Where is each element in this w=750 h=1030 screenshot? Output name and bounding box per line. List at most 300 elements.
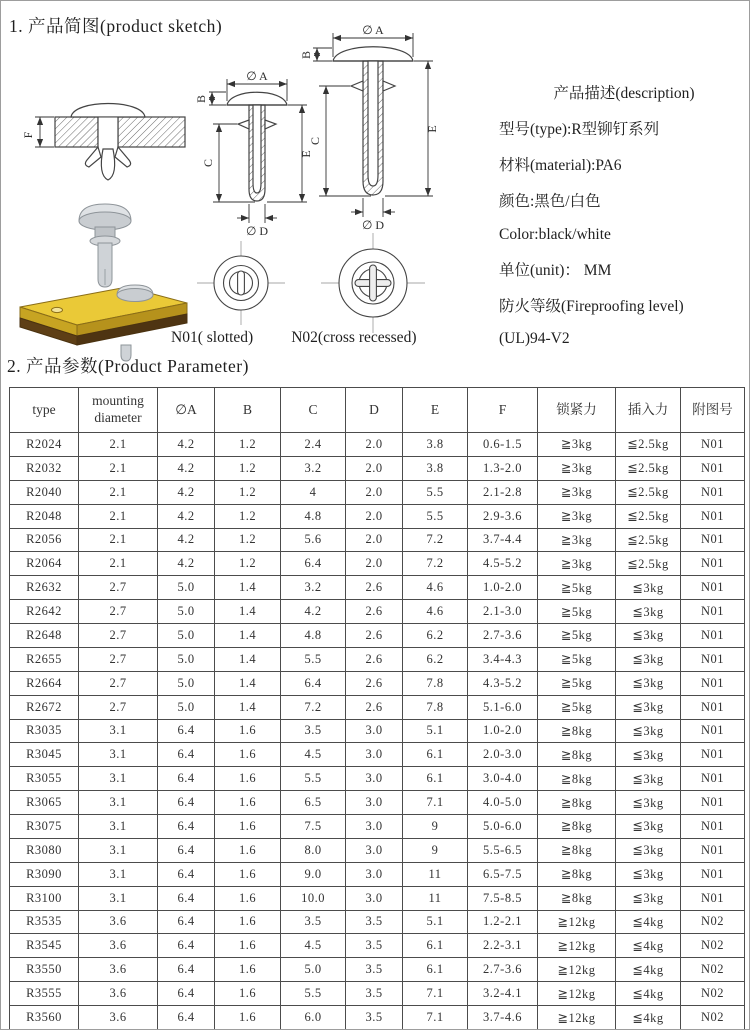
table-cell: 1.0-2.0 (468, 576, 538, 600)
table-cell: 3.6 (79, 982, 158, 1006)
table-cell: 3.0 (346, 767, 403, 791)
table-cell: 1.6 (215, 743, 281, 767)
table-cell: 1.2 (215, 456, 281, 480)
table-cell: 4.2 (158, 480, 215, 504)
table-cell: R3535 (10, 910, 79, 934)
dim-label-e: E (299, 150, 313, 158)
cross-section-drawing (23, 83, 198, 208)
dim-label-b: B (299, 50, 313, 60)
table-cell: 4.5 (281, 743, 346, 767)
table-cell: 1.2 (215, 504, 281, 528)
table-cell: ≧8kg (538, 886, 616, 910)
table-cell: N01 (681, 576, 745, 600)
table-cell: N02 (681, 1006, 745, 1030)
table-cell: 3.0 (346, 791, 403, 815)
column-header-b: B (215, 388, 281, 433)
table-cell: 2.1 (79, 433, 158, 457)
table-cell: R3100 (10, 886, 79, 910)
table-cell: 2.6 (346, 695, 403, 719)
table-row (10, 719, 745, 743)
table-cell: N01 (681, 695, 745, 719)
table-cell: 3.1 (79, 815, 158, 839)
table-cell: 1.6 (215, 791, 281, 815)
n02-top-view-drawing (319, 231, 427, 335)
column-header-type: type (10, 388, 79, 433)
table-row (10, 767, 745, 791)
table-cell: R2024 (10, 433, 79, 457)
table-cell: 6.4 (158, 743, 215, 767)
table-cell: 5.0 (158, 695, 215, 719)
table-cell: N01 (681, 838, 745, 862)
table-cell: 6.4 (158, 791, 215, 815)
table-cell: ≧8kg (538, 815, 616, 839)
table-cell: 4.2 (158, 552, 215, 576)
table-cell: 2.0 (346, 504, 403, 528)
table-cell: 3.1 (79, 719, 158, 743)
table-cell: ≦3kg (616, 719, 681, 743)
table-cell: 2.1 (79, 480, 158, 504)
table-cell: N01 (681, 552, 745, 576)
table-cell: N01 (681, 456, 745, 480)
table-cell: N02 (681, 982, 745, 1006)
table-cell: 7.2 (403, 528, 468, 552)
table-cell: 1.6 (215, 1006, 281, 1030)
table-cell: N01 (681, 504, 745, 528)
table-cell: 4.6 (403, 576, 468, 600)
table-cell: ≧12kg (538, 910, 616, 934)
table-cell: 3.5 (346, 982, 403, 1006)
column-header-c: C (281, 388, 346, 433)
section2-title: 2. 产品参数(Product Parameter) (7, 356, 249, 376)
table-cell: 3.0 (346, 743, 403, 767)
n02-side-view-drawing (301, 25, 453, 233)
table-cell: 7.5 (281, 815, 346, 839)
table-row (10, 600, 745, 624)
n01-top-view-drawing (195, 239, 287, 327)
table-row (10, 671, 745, 695)
table-cell: 2.0 (346, 433, 403, 457)
table-cell: 10.0 (281, 886, 346, 910)
table-cell: ≧8kg (538, 767, 616, 791)
table-cell: N01 (681, 528, 745, 552)
table-cell: ≧12kg (538, 1006, 616, 1030)
table-cell: ≧8kg (538, 838, 616, 862)
table-cell: R3065 (10, 791, 79, 815)
table-row (10, 695, 745, 719)
table-cell: R3555 (10, 982, 79, 1006)
column-header-figure-no: 附图号 (681, 388, 745, 433)
table-cell: 6.2 (403, 624, 468, 648)
table-cell: 3.5 (346, 934, 403, 958)
table-cell: 2.7 (79, 647, 158, 671)
table-row (10, 528, 745, 552)
table-cell: ≦3kg (616, 647, 681, 671)
parameter-table (9, 387, 745, 1030)
table-cell: R2032 (10, 456, 79, 480)
table-cell: ≧5kg (538, 647, 616, 671)
table-cell: 2.7-3.6 (468, 958, 538, 982)
table-cell: ≧3kg (538, 552, 616, 576)
table-cell: N01 (681, 433, 745, 457)
table-cell: ≧12kg (538, 958, 616, 982)
table-cell: R2040 (10, 480, 79, 504)
table-row (10, 958, 745, 982)
column-header-e: E (403, 388, 468, 433)
table-cell: N01 (681, 862, 745, 886)
description-line: 单位(unit)： MM (499, 261, 612, 279)
table-cell: 4.5 (281, 934, 346, 958)
table-cell: 3.2-4.1 (468, 982, 538, 1006)
table-cell: 7.8 (403, 671, 468, 695)
table-cell: 4.2 (158, 456, 215, 480)
column-header-dia-a: ∅A (158, 388, 215, 433)
column-header-d: D (346, 388, 403, 433)
table-cell: ≧5kg (538, 624, 616, 648)
table-cell: 5.5 (281, 647, 346, 671)
table-row (10, 934, 745, 958)
table-cell: ≧3kg (538, 456, 616, 480)
table-cell: 1.6 (215, 815, 281, 839)
table-cell: N02 (681, 958, 745, 982)
table-cell: ≦2.5kg (616, 433, 681, 457)
table-cell: 1.6 (215, 934, 281, 958)
table-cell: 6.4 (281, 671, 346, 695)
table-cell: ≦4kg (616, 934, 681, 958)
table-cell: 3.6 (79, 958, 158, 982)
table-cell: 5.5 (281, 982, 346, 1006)
table-cell: 3.1 (79, 767, 158, 791)
table-cell: 1.2-2.1 (468, 910, 538, 934)
table-cell: 1.2 (215, 552, 281, 576)
table-cell: ≧5kg (538, 671, 616, 695)
table-cell: R2655 (10, 647, 79, 671)
table-cell: 4.2 (158, 433, 215, 457)
description-title: 产品描述(description) (553, 85, 695, 102)
table-cell: 5.5 (281, 767, 346, 791)
table-row (10, 433, 745, 457)
table-cell: N01 (681, 600, 745, 624)
table-cell: 6.4 (158, 862, 215, 886)
table-cell: 6.4 (158, 958, 215, 982)
table-row (10, 815, 745, 839)
table-cell: ≧3kg (538, 480, 616, 504)
table-cell: 6.4 (158, 719, 215, 743)
table-cell: ≦3kg (616, 743, 681, 767)
table-cell: 7.1 (403, 1006, 468, 1030)
table-row (10, 862, 745, 886)
table-cell: 7.5-8.5 (468, 886, 538, 910)
column-header-f: F (468, 388, 538, 433)
table-cell: 1.6 (215, 886, 281, 910)
table-cell: 4.2 (281, 600, 346, 624)
table-cell: 4.6 (403, 600, 468, 624)
table-cell: ≧5kg (538, 600, 616, 624)
table-cell: 1.6 (215, 982, 281, 1006)
table-cell: R2664 (10, 671, 79, 695)
table-cell: ≦3kg (616, 695, 681, 719)
table-cell: R3035 (10, 719, 79, 743)
table-cell: R3045 (10, 743, 79, 767)
table-cell: 5.1 (403, 910, 468, 934)
description-line: Color:black/white (499, 225, 611, 243)
table-cell: ≦4kg (616, 982, 681, 1006)
table-cell: ≧8kg (538, 719, 616, 743)
table-cell: 4.8 (281, 624, 346, 648)
table-cell: R2672 (10, 695, 79, 719)
rivet-3d-render (5, 199, 197, 355)
table-cell: ≦3kg (616, 886, 681, 910)
table-cell: ≧5kg (538, 576, 616, 600)
table-cell: R3545 (10, 934, 79, 958)
table-cell: 1.4 (215, 624, 281, 648)
table-cell: 5.0 (158, 600, 215, 624)
table-cell: ≦3kg (616, 838, 681, 862)
table-cell: 5.0 (158, 576, 215, 600)
table-cell: 9 (403, 838, 468, 862)
table-cell: 11 (403, 886, 468, 910)
table-cell: 2.7 (79, 600, 158, 624)
table-cell: 6.1 (403, 934, 468, 958)
table-cell: N01 (681, 743, 745, 767)
table-cell: ≦4kg (616, 1006, 681, 1030)
table-cell: 1.2 (215, 528, 281, 552)
table-cell: 4 (281, 480, 346, 504)
table-cell: 2.9-3.6 (468, 504, 538, 528)
description-line: 防火等级(Fireproofing level) (499, 297, 684, 315)
description-line: 颜色:黑色/白色 (499, 193, 601, 211)
table-cell: 1.3-2.0 (468, 456, 538, 480)
n02-caption: N02(cross recessed) (291, 329, 417, 346)
table-cell: 2.7 (79, 624, 158, 648)
table-cell: N01 (681, 480, 745, 504)
table-cell: 8.0 (281, 838, 346, 862)
table-cell: 5.0 (281, 958, 346, 982)
table-cell: 6.4 (281, 552, 346, 576)
table-cell: R2642 (10, 600, 79, 624)
table-cell: N02 (681, 910, 745, 934)
table-row (10, 624, 745, 648)
table-cell: 2.0 (346, 552, 403, 576)
table-cell: 6.1 (403, 958, 468, 982)
table-cell: 2.7 (79, 671, 158, 695)
dim-label-dia-a: ∅ A (362, 23, 384, 37)
table-cell: ≧3kg (538, 433, 616, 457)
table-cell: 2.0 (346, 480, 403, 504)
table-cell: 3.2 (281, 456, 346, 480)
table-cell: 5.0 (158, 647, 215, 671)
table-cell: 2.0 (346, 456, 403, 480)
table-cell: 11 (403, 862, 468, 886)
table-cell: 3.0 (346, 838, 403, 862)
table-cell: R2648 (10, 624, 79, 648)
table-cell: 3.6 (79, 1006, 158, 1030)
table-cell: 2.1 (79, 504, 158, 528)
column-header-mounting-diameter: mounting diameter (79, 388, 158, 433)
table-cell: 5.5 (403, 504, 468, 528)
table-cell: 4.2 (158, 528, 215, 552)
table-cell: 9 (403, 815, 468, 839)
table-cell: 7.2 (281, 695, 346, 719)
table-cell: ≧8kg (538, 743, 616, 767)
table-cell: R2632 (10, 576, 79, 600)
table-cell: ≦3kg (616, 815, 681, 839)
table-cell: N01 (681, 767, 745, 791)
table-cell: 5.1 (403, 719, 468, 743)
table-cell: N01 (681, 719, 745, 743)
table-cell: 1.4 (215, 695, 281, 719)
table-cell: N01 (681, 624, 745, 648)
table-cell: 1.6 (215, 767, 281, 791)
dim-label-c: C (308, 136, 322, 146)
table-row (10, 982, 745, 1006)
table-cell: ≧3kg (538, 528, 616, 552)
table-cell: 6.0 (281, 1006, 346, 1030)
table-cell: ≦2.5kg (616, 504, 681, 528)
table-cell: 2.0-3.0 (468, 743, 538, 767)
table-cell: 2.1-3.0 (468, 600, 538, 624)
table-cell: 5.1-6.0 (468, 695, 538, 719)
table-cell: 3.7-4.4 (468, 528, 538, 552)
table-cell: ≦2.5kg (616, 552, 681, 576)
table-cell: 2.4 (281, 433, 346, 457)
table-cell: 6.2 (403, 647, 468, 671)
table-cell: 2.7 (79, 695, 158, 719)
table-cell: ≦3kg (616, 767, 681, 791)
table-cell: 7.1 (403, 791, 468, 815)
table-cell: 2.6 (346, 576, 403, 600)
table-cell: 2.1 (79, 528, 158, 552)
table-cell: 3.0 (346, 719, 403, 743)
table-cell: ≦2.5kg (616, 528, 681, 552)
table-cell: 2.7 (79, 576, 158, 600)
table-cell: ≦3kg (616, 624, 681, 648)
table-cell: ≧3kg (538, 504, 616, 528)
table-cell: 1.6 (215, 838, 281, 862)
table-cell: N02 (681, 934, 745, 958)
table-cell: R3560 (10, 1006, 79, 1030)
table-cell: N01 (681, 647, 745, 671)
table-cell: 4.2 (158, 504, 215, 528)
table-cell: 0.6-1.5 (468, 433, 538, 457)
dim-label-dia-d: ∅ D (245, 224, 269, 238)
table-row (10, 791, 745, 815)
table-row (10, 647, 745, 671)
table-cell: 4.5-5.2 (468, 552, 538, 576)
table-cell: 1.2 (215, 480, 281, 504)
table-cell: 1.4 (215, 647, 281, 671)
table-cell: ≧8kg (538, 791, 616, 815)
table-cell: 5.5-6.5 (468, 838, 538, 862)
table-row (10, 552, 745, 576)
table-cell: 7.2 (403, 552, 468, 576)
table-cell: 5.0 (158, 624, 215, 648)
table-cell: 1.4 (215, 600, 281, 624)
table-cell: 6.4 (158, 838, 215, 862)
table-cell: 6.5 (281, 791, 346, 815)
table-cell: 6.5-7.5 (468, 862, 538, 886)
table-cell: R2064 (10, 552, 79, 576)
table-cell: 6.4 (158, 982, 215, 1006)
table-cell: N01 (681, 815, 745, 839)
dim-label-f: F (21, 131, 35, 139)
table-cell: 5.0 (158, 671, 215, 695)
table-cell: 2.2-3.1 (468, 934, 538, 958)
table-cell: ≦3kg (616, 576, 681, 600)
table-cell: 3.0-4.0 (468, 767, 538, 791)
table-cell: 3.0 (346, 815, 403, 839)
table-cell: 1.6 (215, 719, 281, 743)
table-cell: 2.6 (346, 647, 403, 671)
table-cell: 3.0 (346, 862, 403, 886)
table-cell: 2.6 (346, 624, 403, 648)
parameter-table-body (10, 433, 745, 1030)
table-cell: 3.7-4.6 (468, 1006, 538, 1030)
table-cell: 5.0-6.0 (468, 815, 538, 839)
table-cell: 3.2 (281, 576, 346, 600)
table-cell: 6.4 (158, 767, 215, 791)
table-cell: 7.8 (403, 695, 468, 719)
table-cell: 2.1 (79, 456, 158, 480)
table-cell: R3075 (10, 815, 79, 839)
dim-label-c: C (201, 158, 215, 168)
table-cell: 3.5 (281, 719, 346, 743)
table-row (10, 886, 745, 910)
table-cell: N01 (681, 886, 745, 910)
table-row (10, 576, 745, 600)
column-header-insertion-force: 插入力 (616, 388, 681, 433)
dim-label-e: E (425, 125, 439, 133)
table-cell: 1.4 (215, 671, 281, 695)
table-row (10, 743, 745, 767)
table-cell: 5.6 (281, 528, 346, 552)
table-cell: ≧12kg (538, 934, 616, 958)
table-cell: ≦2.5kg (616, 480, 681, 504)
description-line: 型号(type):R型铆钉系列 (499, 121, 660, 138)
table-cell: 3.0 (346, 886, 403, 910)
dim-label-dia-d: ∅ D (361, 218, 385, 232)
dim-label-b: B (194, 94, 208, 104)
table-cell: ≦4kg (616, 958, 681, 982)
table-cell: 6.4 (158, 815, 215, 839)
table-cell: 6.4 (158, 1006, 215, 1030)
table-cell: ≦4kg (616, 910, 681, 934)
table-cell: 4.0-5.0 (468, 791, 538, 815)
table-cell: 2.6 (346, 600, 403, 624)
table-cell: 2.0 (346, 528, 403, 552)
table-cell: 1.4 (215, 576, 281, 600)
table-cell: ≧5kg (538, 695, 616, 719)
table-cell: 3.6 (79, 934, 158, 958)
table-cell: ≦3kg (616, 600, 681, 624)
table-cell: R3090 (10, 862, 79, 886)
column-header-locking-force: 锁紧力 (538, 388, 616, 433)
table-cell: 6.1 (403, 743, 468, 767)
table-row (10, 1006, 745, 1030)
table-cell: 3.5 (281, 910, 346, 934)
table-cell: 2.1-2.8 (468, 480, 538, 504)
table-cell: 3.8 (403, 456, 468, 480)
table-cell: 1.2 (215, 433, 281, 457)
product-description (499, 81, 749, 362)
table-cell: 1.6 (215, 958, 281, 982)
table-cell: 3.8 (403, 433, 468, 457)
table-cell: 2.1 (79, 552, 158, 576)
n01-caption: N01( slotted) (171, 329, 254, 346)
table-cell: 1.6 (215, 862, 281, 886)
description-line: 材料(material):PA6 (499, 157, 622, 175)
table-cell: 5.5 (403, 480, 468, 504)
table-cell: 3.1 (79, 838, 158, 862)
